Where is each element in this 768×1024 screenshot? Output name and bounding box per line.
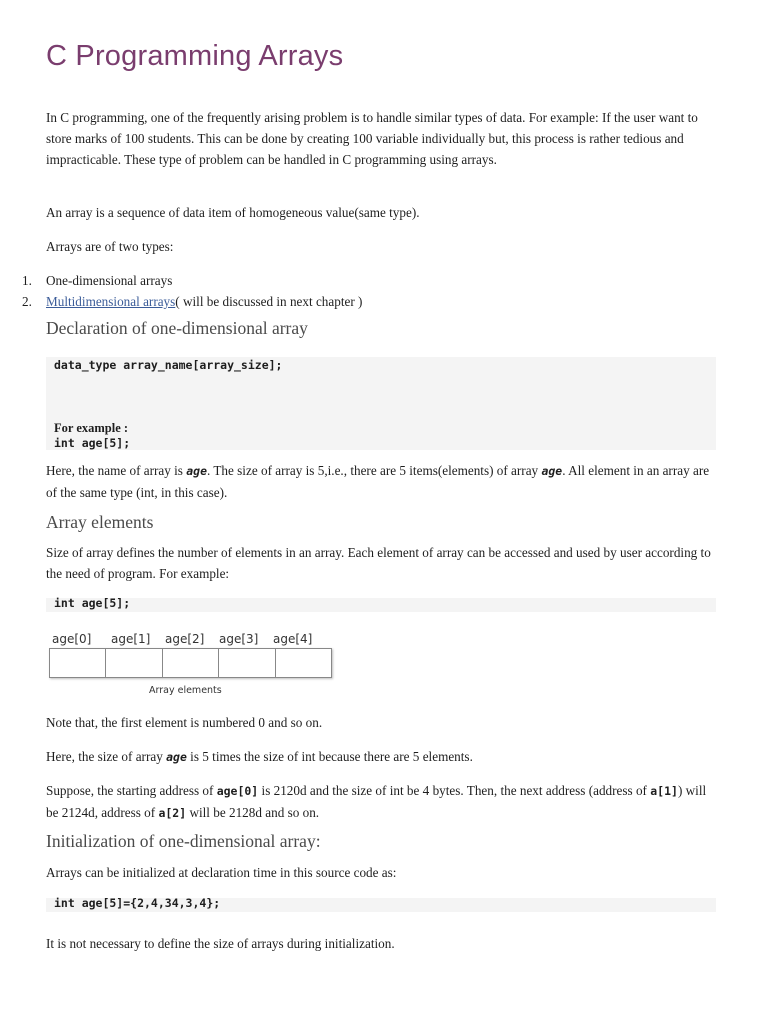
code-inline: a[1]: [650, 784, 678, 798]
diagram-cell: [50, 649, 106, 677]
text-run: is 5 times the size of int because there are 5 elements.: [186, 749, 473, 764]
list-text: One-dimensional arrays: [46, 273, 173, 288]
example-label: For example :: [54, 421, 129, 435]
intro-paragraph: In C programming, one of the frequently arising problem is to handle similar types of data. For example: If the user want to store marks of 100 students. This can be done by creating 100 variable individually but, this process is rather tedious and impracticable. These type of problem can be handled in C programming using arrays.: [46, 110, 698, 167]
text-run: Here, the size of array: [46, 749, 167, 764]
text-run: . The size of array is 5,i.e., there are 5 items(elements) of array: [207, 463, 542, 478]
text-run: will be 2128d and so on.: [186, 805, 320, 820]
code-syntax: data_type array_name[array_size];: [54, 358, 283, 372]
elements-code-block: [46, 598, 716, 612]
diagram-cell: [163, 649, 219, 677]
code-inline: age: [166, 750, 187, 764]
multidimensional-arrays-link[interactable]: Multidimensional arrays: [46, 294, 176, 309]
initialization-heading: Initialization of one-dimensional array:: [46, 831, 321, 851]
page-title: C Programming Arrays: [46, 40, 344, 72]
text-run: Here, the name of array is: [46, 463, 187, 478]
declaration-code-block: [46, 357, 716, 450]
list-number: 2.: [22, 294, 32, 309]
array-elements-description: Size of array defines the number of elements in an array. Each element of array can be accessed and used by user according to the need of program. For example:: [46, 545, 711, 581]
diagram-cell: [276, 649, 331, 677]
diagram-cell: [219, 649, 275, 677]
text-run: Suppose, the starting address of: [46, 783, 217, 798]
text-run: ) will be 2124d, address of: [46, 783, 707, 820]
code-inline: age[0]: [216, 784, 259, 798]
address-paragraph: [46, 780, 718, 824]
initialization-code-block: [46, 898, 716, 912]
numbering-note: Note that, the first element is numbered 0 and so on.: [46, 715, 323, 730]
list-number: 1.: [22, 273, 32, 288]
diagram-label: age[2]: [165, 632, 205, 646]
array-elements-heading: Array elements: [46, 512, 154, 532]
declaration-heading: Declaration of one-dimensional array: [46, 318, 308, 338]
types-intro: Arrays are of two types:: [46, 239, 174, 254]
diagram-label: age[3]: [219, 632, 259, 646]
code-inline: a[2]: [158, 806, 187, 820]
diagram-label: age[0]: [52, 632, 92, 646]
size-note: [46, 746, 718, 768]
elements-code: int age[5];: [54, 596, 131, 610]
example-code: int age[5];: [54, 436, 131, 450]
diagram-caption: Array elements: [149, 685, 222, 696]
initialization-code: int age[5]={2,4,34,3,4};: [54, 896, 221, 910]
code-inline: age: [186, 464, 208, 478]
code-inline: age: [541, 464, 563, 478]
text-run: is 2120d and the size of int be 4 bytes. Then, the next address (address of: [258, 783, 651, 798]
initialization-description: Arrays can be initialized at declaration time in this source code as:: [46, 865, 397, 880]
array-elements-diagram: [46, 632, 336, 702]
diagram-cells: [49, 648, 332, 678]
diagram-label: age[1]: [111, 632, 151, 646]
text-run: . All element in an array are of the same type (int, in this case).: [46, 463, 710, 500]
diagram-label: age[4]: [273, 632, 313, 646]
initialization-note: It is not necessary to define the size of arrays during initialization.: [46, 936, 395, 951]
diagram-cell: [106, 649, 162, 677]
declaration-explanation: [46, 460, 718, 503]
list-text-rest: ( will be discussed in next chapter ): [175, 294, 363, 309]
list-text: [46, 291, 362, 312]
array-definition: An array is a sequence of data item of homogeneous value(same type).: [46, 205, 420, 220]
